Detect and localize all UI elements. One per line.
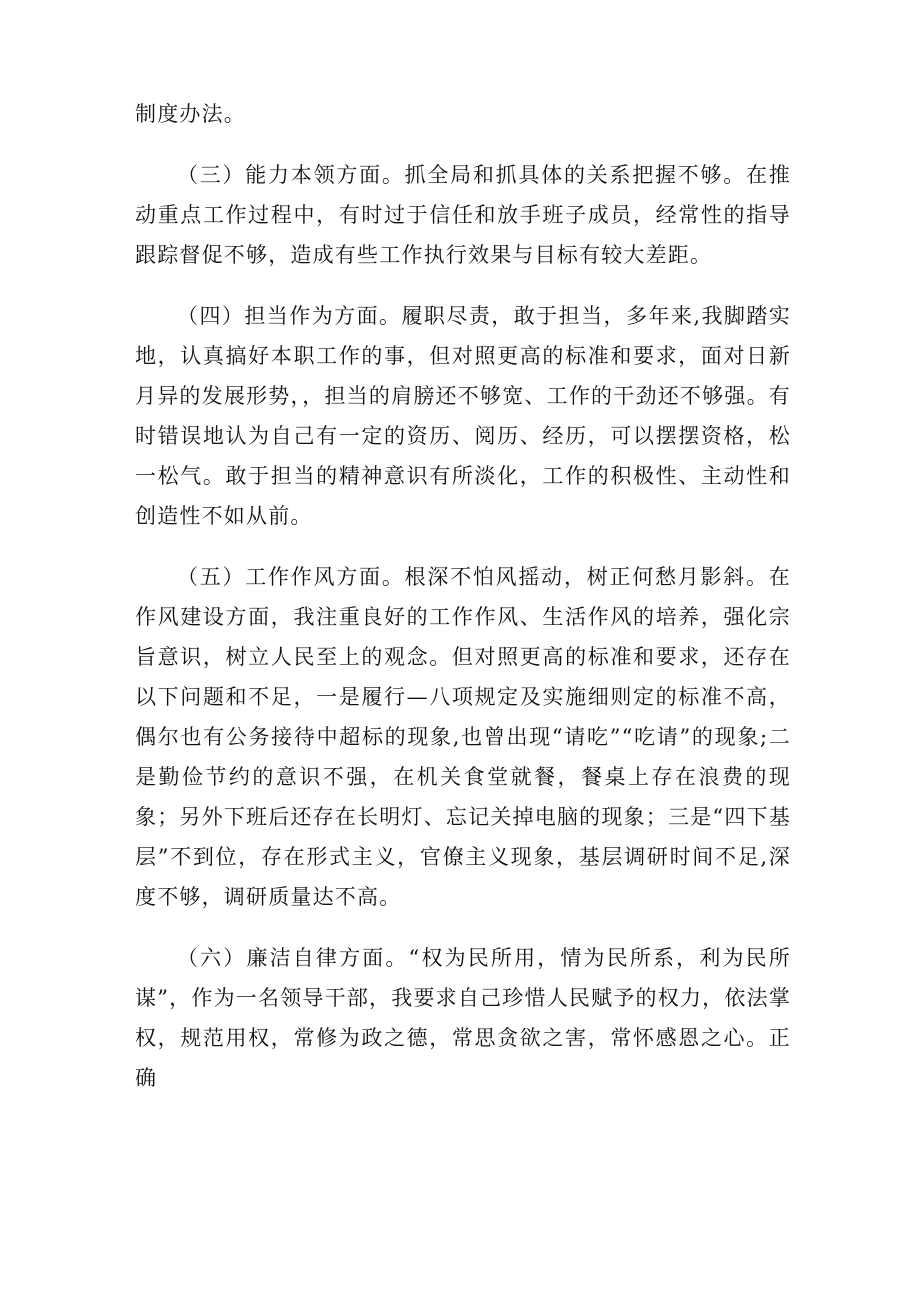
paragraph-responsibility: （四）担当作为方面。履职尽责，敢于担当，多年来,我脚踏实地，认真搞好本职工作的事，但对照更高的标准和要求，面对日新月异的发展形势，，担当的肩膀还不够宽、工作的干劲还不够强。有时错误地认为自己有一定的资历、阅历、经历，可以摆摆资格，松一松气。敢于担当的精神意识有所淡化，工作的积极性、主动性和创造性不如从前。: [135, 304, 791, 528]
paragraph-ability: （三）能力本领方面。抓全局和抓具体的关系把握不够。在推动重点工作过程中，有时过于信任和放手班子成员，经常性的指导跟踪督促不够，造成有些工作执行效果与目标有较大差距。: [135, 163, 791, 267]
paragraph-work-style: （五）工作作风方面。根深不怕风摇动，树正何愁月影斜。在作风建设方面，我注重良好的工作作风、生活作风的培养，强化宗旨意识，树立人民至上的观念。但对照更高的标准和要求，还存在以下问题和不足，一是履行—八项规定及实施细则定的标准不高，偶尔也有公务接待中超标的现象,也曾出现“请吃”“吃请”的现象;二是勤俭节约的意识不强，在机关食堂就餐，餐桌上存在浪费的现象；另外下班后还存在长明灯、忘记关掉电脑的现象；三是“四下基层”不到位，存在形式主义，官僚主义现象，基层调研时间不足,深度不够，调研质量达不高。: [135, 565, 791, 909]
paragraph-continuation: 制度办法。: [135, 102, 246, 126]
paragraph-integrity: （六）廉洁自律方面。“权为民所用，情为民所系，利为民所谋”，作为一名领导干部，我要求自己珍惜人民赋予的权力，依法掌权，规范用权，常修为政之德，常思贪欲之害，常怀感恩之心。正确: [135, 946, 791, 1090]
document-body: [135, 94, 791, 1098]
